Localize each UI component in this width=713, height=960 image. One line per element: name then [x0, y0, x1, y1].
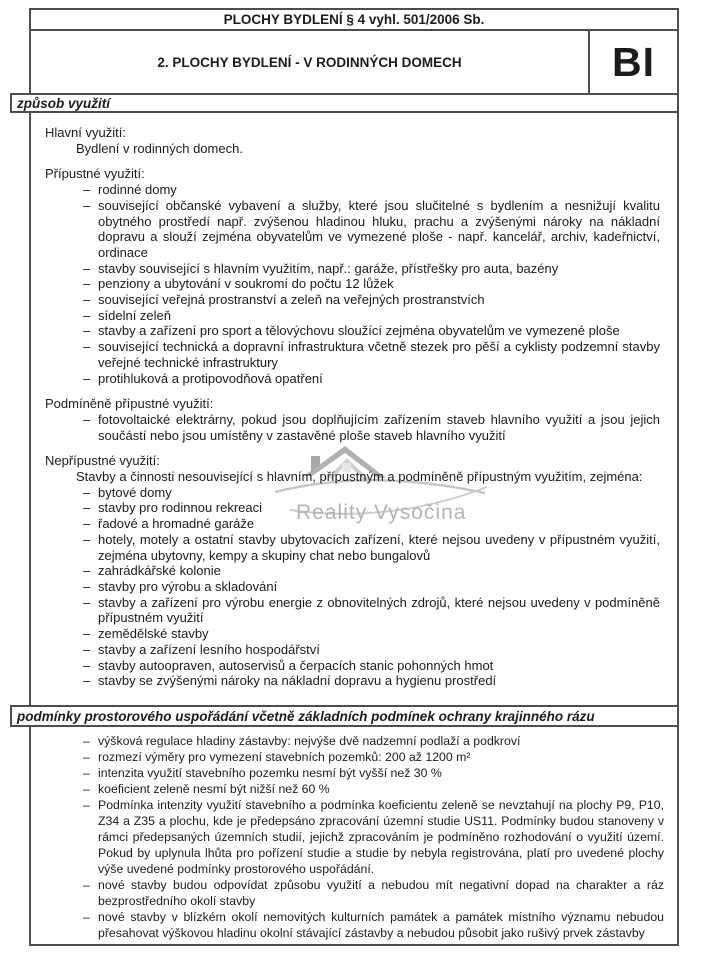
list-item — [45, 733, 664, 749]
bullet-dash: – — [83, 673, 91, 689]
conditional-list — [45, 412, 660, 443]
list-item-text: bytové domy — [98, 484, 172, 500]
section-header-usage — [10, 93, 679, 113]
spatial-list — [45, 733, 664, 941]
list-item-text: stavby související s hlavním využitím, např.: garáže, přístřešky pro auta, bazény — [98, 260, 559, 276]
list-item-text: penziony a ubytování v soukromí do počtu 12 lůžek — [98, 276, 394, 292]
permissible-label: Přípustné využití: — [45, 166, 145, 182]
bullet-dash: – — [83, 750, 90, 764]
list-item-text: související technická a dopravní infrastruktura včetně stezek pro pěší a cyklisty podzemní stavby veřejné technické infrastruktury — [98, 339, 660, 370]
bullet-dash: – — [83, 411, 91, 427]
list-item — [45, 797, 664, 877]
list-item-text: stavby a zařízení lesního hospodářství — [98, 641, 320, 657]
conditional-label: Podmíněně přípustné využití: — [45, 396, 214, 412]
list-item-text: související veřejná prostranství a zeleň na veřejných prostranstvích — [98, 292, 485, 308]
usage-heading: způsob využití — [17, 95, 111, 111]
spatial-heading: podmínky prostorového uspořádání včetně základních podmínek ochrany krajinného rázu — [17, 708, 595, 724]
bullet-dash: – — [83, 798, 90, 812]
list-item-text: koeficient zeleně nesmí být nižší než 60 % — [98, 782, 330, 796]
list-item — [45, 642, 660, 658]
bullet-dash: – — [83, 323, 91, 339]
list-item — [45, 516, 660, 532]
list-item-text: stavby a zařízení pro sport a tělovýchovu sloužící zejména obyvatelům ve vymezené ploše — [98, 323, 620, 339]
list-item — [45, 339, 660, 370]
main-use-text: Bydlení v rodinných domech. — [76, 140, 243, 156]
list-item — [45, 626, 660, 642]
list-item-text: hotely, motely a ostatní stavby ubytovacích zařízení, které nejsou uvedeny v přípustném využití, zejména ubytovny, kempy a skupiny chat nebo bungalovů — [98, 531, 660, 563]
list-item — [45, 579, 660, 595]
bullet-dash: – — [83, 563, 91, 579]
bullet-dash: – — [83, 878, 90, 892]
list-item — [45, 563, 660, 579]
zone-code-cell — [590, 31, 677, 93]
list-item-text: rodinné domy — [98, 182, 177, 198]
list-item — [45, 658, 660, 674]
bullet-dash: – — [83, 484, 91, 500]
list-item — [45, 909, 664, 941]
list-item-text: nové stavby v blízkém okolí nemovitých kulturních památek a památek místního významu nebudou přesahovat výškovou hladinu okolní stávající zástavby a nebudou působit jako rušivý prvek zástavby — [98, 910, 664, 940]
impermissible-label: Nepřípustné využití: — [45, 453, 160, 469]
spatial-content-box — [29, 725, 679, 946]
list-item-text: související občanské vybavení a služby, které jsou slučitelné s bydlením a nesnižují kvalitu obytného prostředí např. zvýšenou hladinou hluku, prachu a zvýšenými nároky na nákladní dopravu a slouží zejména obyvatelům ve vymezené ploše - např. kancelář, archiv, kadeřnictví, ordinace — [98, 197, 660, 260]
list-item — [45, 371, 660, 387]
list-item-text: výšková regulace hladiny zástavby: nejvýše dvě nadzemní podlaží a podkroví — [98, 734, 521, 748]
bullet-dash: – — [83, 500, 91, 516]
list-item-text: stavby autoopraven, autoservisů a čerpacích stanic pohonných hmot — [98, 657, 494, 673]
list-item-text: intenzita využití stavebního pozemku nesmí být vyšší než 30 % — [98, 766, 442, 780]
list-item-text: rozmezí výměry pro vymezení stavebních pozemků: 200 až 1200 m² — [98, 750, 471, 764]
watermark-text: Reality Vysočina — [296, 501, 467, 524]
list-item-text: stavby a zařízení pro výrobu energie z obnovitelných zdrojů, které nejsou uvedeny v podmíněně přípustném využití — [98, 594, 660, 626]
bullet-dash: – — [83, 734, 90, 748]
bullet-dash: – — [83, 182, 91, 198]
bullet-dash: – — [83, 276, 91, 292]
impermissible-intro: Stavby a činnosti nesouvisející s hlavním, přípustným a podmíněně přípustným využitím, zejména: — [76, 469, 643, 485]
list-item — [45, 182, 660, 198]
bullet-dash: – — [83, 578, 91, 594]
list-item-text: nové stavby budou odpovídat způsobu využití a nebudou mít negativní dopad na charakter a ráz bezprostředního okolí stavby — [98, 878, 664, 908]
list-item — [45, 323, 660, 339]
list-item — [45, 532, 660, 563]
zone-title: 2. PLOCHY BYDLENÍ - V RODINNÝCH DOMECH — [157, 54, 462, 70]
list-item — [45, 500, 660, 516]
conditional-group — [45, 396, 660, 443]
bullet-dash: – — [83, 339, 91, 355]
bullet-dash: – — [83, 657, 91, 673]
bullet-dash: – — [83, 370, 91, 386]
main-use-group — [45, 125, 660, 156]
bullet-dash: – — [83, 307, 91, 323]
bullet-dash: – — [83, 516, 91, 532]
list-item — [45, 485, 660, 501]
list-item — [45, 781, 664, 797]
list-item — [45, 292, 660, 308]
list-item — [45, 877, 664, 909]
bullet-dash: – — [83, 766, 90, 780]
list-item-text: stavby pro výrobu a skladování — [98, 578, 278, 594]
list-item — [45, 749, 664, 765]
bullet-dash: – — [83, 626, 91, 642]
zone-title-cell — [31, 31, 590, 93]
list-item — [45, 673, 660, 689]
bullet-dash: – — [83, 910, 90, 924]
bullet-dash: – — [83, 782, 90, 796]
main-use-label: Hlavní využití: — [45, 125, 126, 140]
bullet-dash: – — [83, 531, 91, 547]
law-header-title: PLOCHY BYDLENÍ § 4 vyhl. 501/2006 Sb. — [223, 12, 485, 27]
bullet-dash: – — [83, 260, 91, 276]
list-item-text: Podmínka intenzity využití stavebního a podmínka koeficientu zeleně se nevztahují na plochy P9, P10, Z34 a Z35 a plochu, kde je předepsáno zpracování územní studie US11. Podmínky budou stanoveny v rámci předepsaných územních studií, jejichž zpracováním je podmíněno rozhodování o využití území. Pokud by uplynula lhůta pro pořízení studie a studie by nebyla registrována, platí pro uvedené plochy výše uvedené podmínky prostorového uspořádání. — [98, 798, 664, 876]
impermissible-list — [45, 485, 660, 689]
list-item-text: protihluková a protipovodňová opatření — [98, 370, 323, 386]
list-item-text: zahrádkářské kolonie — [98, 563, 221, 579]
list-item — [45, 308, 660, 324]
bullet-dash: – — [83, 594, 91, 610]
zone-title-row — [29, 29, 679, 95]
list-item — [45, 412, 660, 443]
bullet-dash: – — [83, 641, 91, 657]
bullet-dash: – — [83, 292, 91, 308]
list-item — [45, 276, 660, 292]
zone-code: BI — [612, 38, 655, 85]
list-item-text: stavby se zvýšenými nároky na nákladní dopravu a hygienu prostředí — [98, 673, 497, 689]
list-item-text: stavby pro rodinnou rekreaci — [98, 500, 263, 516]
list-item — [45, 198, 660, 261]
list-item — [45, 261, 660, 277]
section-header-spatial — [10, 705, 679, 727]
impermissible-group — [45, 453, 660, 689]
usage-content-box — [29, 111, 679, 707]
list-item-text: fotovoltaické elektrárny, pokud jsou doplňujícím zařízením staveb hlavního využití a jsou jejich součástí nebo jsou umístěny v zastavěné ploše staveb hlavního využití — [98, 411, 660, 443]
bullet-dash: – — [83, 197, 91, 213]
permissible-group — [45, 166, 660, 386]
list-item — [45, 595, 660, 626]
law-header-box — [29, 8, 679, 31]
list-item — [45, 765, 664, 781]
list-item-text: zemědělské stavby — [98, 626, 209, 642]
list-item-text: řadové a hromadné garáže — [98, 516, 255, 532]
list-item-text: sídelní zeleň — [98, 307, 171, 323]
permissible-list — [45, 182, 660, 386]
